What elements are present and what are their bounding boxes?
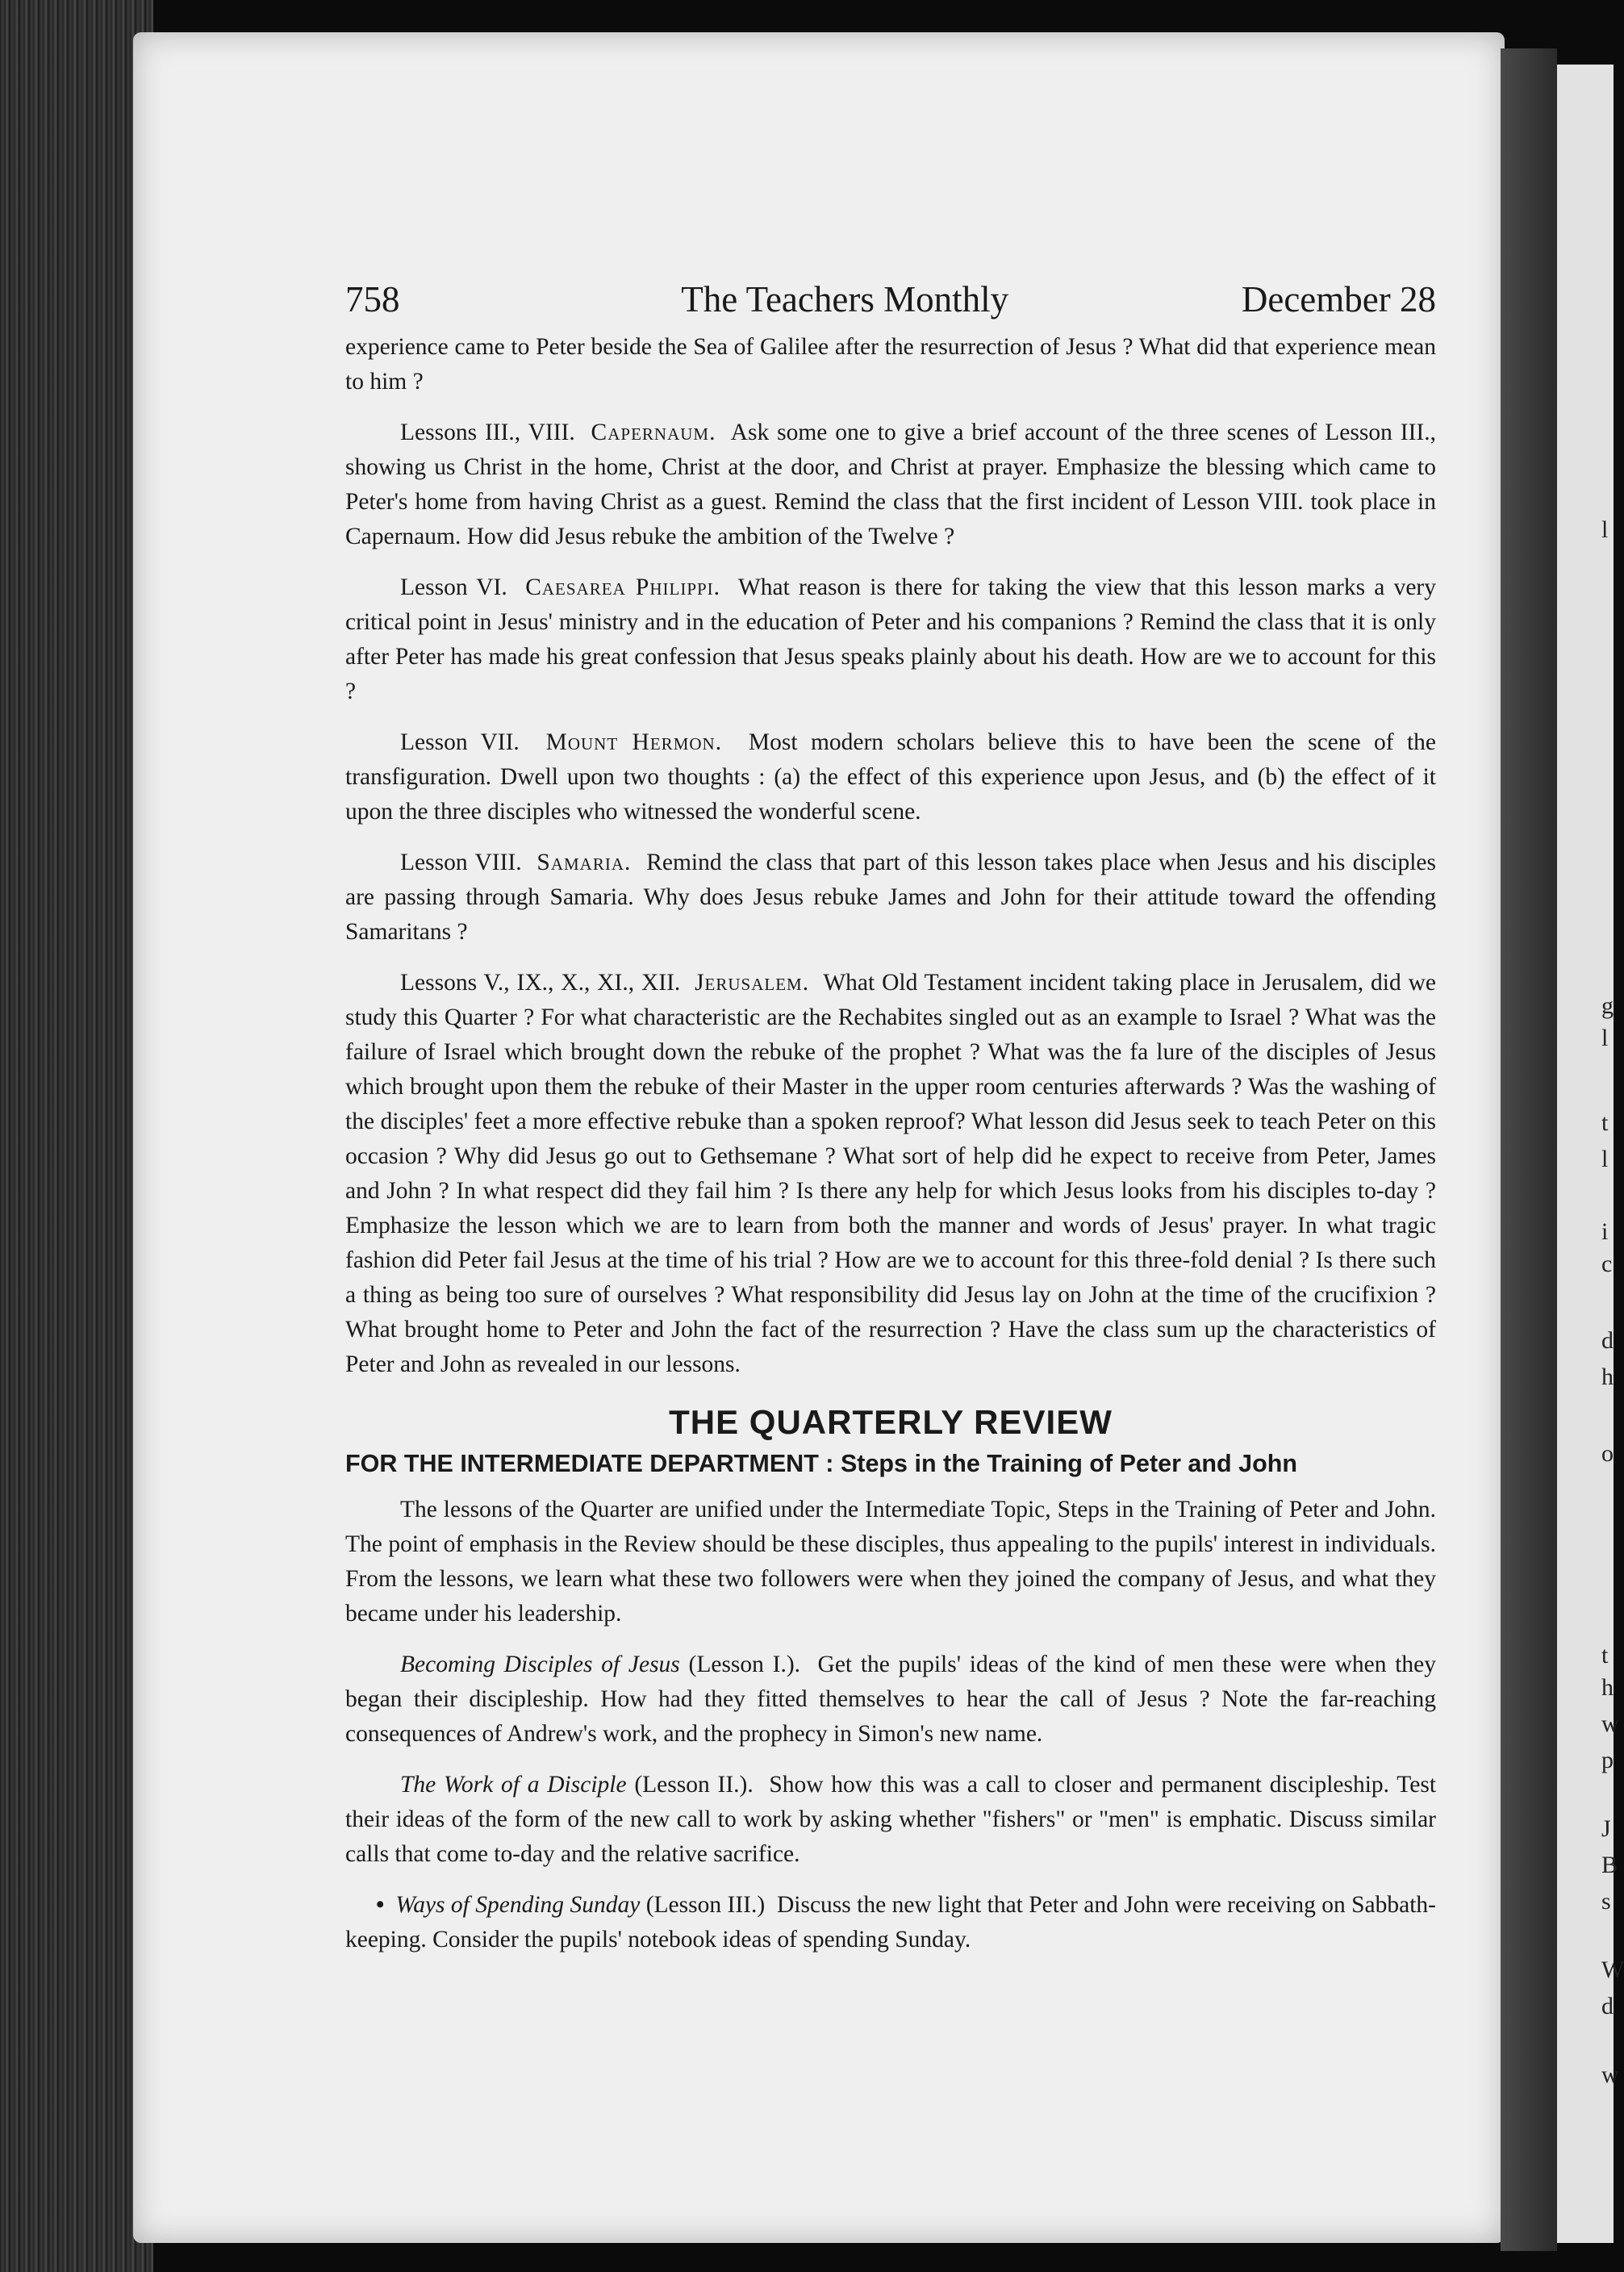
adjacent-fragment: J [1601,1815,1611,1842]
adjacent-fragment: c [1601,1251,1613,1277]
paragraph-text: Show how this was a call to closer and permanent discipleship. Test their ideas of the form of the new call to work by asking whether "fishers" or "men" is emphatic. Discuss similar calls that come to-day and the relative sacrifice. [345,1772,1437,1867]
paragraph-text: What reason is there for taking the view that this lesson marks a very critical point in Jesus' ministry and in the education of Peter and his companions ? Remind the class that it is only after Peter has made his great confession that Jesus speaks plainly about his death. How are we to account for this ? [345,574,1436,704]
bullet-mark: • [376,1892,385,1918]
lesson-reference: Lesson VIII. [400,850,522,875]
adjacent-fragment: d [1601,1327,1614,1354]
adjacent-fragment: i [1601,1218,1609,1245]
adjacent-fragment: g [1601,992,1614,1019]
journal-title: The Teachers Monthly [681,279,1009,320]
page-content [345,278,1436,1973]
paragraph-text: Remind the class that part of this lesson takes place when Jesus and his disciples are passing through Samaria. Why does Jesus rebuke James and John for their attitude toward the offending Samaritans ? [345,850,1436,945]
section-subheading [345,1450,1436,1478]
lesson-reference: Lessons III., VIII. [400,420,575,445]
adjacent-fragment: w [1601,1710,1619,1737]
paragraph-text: Most modern scholars believe this to have been the scene of the transfiguration. Dwell upon two thoughts : (a) the effect of this experience upon Jesus, and (b) the effect of it upon the three disciples who witnessed the wonderful scene. [345,729,1437,825]
lesson-title: The Work of a Disciple [400,1772,627,1798]
adjacent-fragment: B [1601,1852,1618,1878]
paragraph-caesarea [345,570,1436,709]
paragraph-hermon [345,725,1436,829]
running-header [345,278,1436,320]
book-binding-edge [0,0,153,2272]
lesson-reference: Lesson VII. [400,729,520,755]
lesson-title: Ways of Spending Sunday [395,1892,641,1918]
section-heading: THE QUARTERLY REVIEW [669,1403,1113,1441]
paragraph-text: Discuss the new light that Peter and John were receiving on Sabbath-keeping. Consider the pupils' notebook ideas of spending Sunday. [345,1892,1436,1952]
adjacent-fragment: t [1601,1642,1609,1668]
adjacent-fragment: h [1601,1364,1614,1390]
paragraph-text: What Old Testament incident taking place in Jerusalem, did we study this Quarter ? For what characteristic are the Rechabites singled out as an example to Israel ? What was the failure of Israel which brought down the rebuke of the prophet ? What was the fa lure of the disciples of Jesus which brought upon them the rebuke of their Master in the upper room centuries afterwards ? Was the washing of the disciples' feet a more effective rebuke than a spoken reproof? What lesson did Jesus seek to teach Peter on this occasion ? Why did Jesus go out to Gethsemane ? What sort of help did he expect to receive from Peter, James and John ? In what respect did they fail him ? Is there any help for which Jesus looks from his disciples to-day ? Emphasize the lesson which we are to learn from both the manner and words of Jesus' prayer. In what tragic fashion did Peter fail Jesus at the time of his trial ? How are we to account for this three-fold denial ? Is there such a thing as being too sure of ourselves ? What responsibility did Jesus lay on John at the time of the crucifixion ? What brought home to Peter and John the fact of the resurrection ? Have the class sum up the characteristics of Peter and John as revealed in our lessons. [345,970,1436,1377]
department-label: FOR THE INTERMEDIATE DEPARTMENT : [345,1450,834,1477]
paragraph-text: Ask some one to give a brief account of the three scenes of Lesson III., showing us Christ in the home, Christ at the door, and Christ at prayer. Emphasize the blessing which came to Peter's home from having Christ as a guest. Remind the class that the first incident of Lesson VIII. took place in Capernaum. How did Jesus rebuke the ambition of the Twelve ? [345,420,1436,549]
adjacent-fragment: h [1601,1674,1614,1701]
page-number: 758 [345,279,400,320]
paragraph-jerusalem [345,966,1436,1382]
issue-date: December 28 [1241,279,1436,320]
adjacent-fragment: l [1601,1025,1609,1051]
place-heading: Caesarea Philippi. [525,574,721,600]
lesson-reference: Lessons V., IX., X., XI., XII. [400,970,681,996]
page-shadow-strip [1501,48,1557,2251]
lesson-reference: Lesson VI. [400,574,507,600]
lesson-reference: (Lesson III.) [645,1892,766,1918]
adjacent-fragment: w [1601,2061,1619,2088]
paragraph-capernaum [345,416,1436,554]
adjacent-fragment: W [1601,1957,1624,1983]
paragraph-samaria [345,846,1436,950]
adjacent-fragment: l [1601,516,1609,543]
place-heading: Jerusalem. [695,970,810,996]
place-heading: Capernaum. [591,420,716,445]
adjacent-fragment: s [1601,1888,1611,1915]
adjacent-page-edge [1557,65,1624,2243]
lesson-reference: (Lesson II.). [634,1772,754,1798]
lesson-reference: (Lesson I.). [688,1652,801,1677]
adjacent-fragment: p [1601,1747,1614,1773]
adjacent-fragment: o [1601,1440,1614,1467]
review-lesson-3 [345,1888,1436,1957]
place-heading: Samaria. [536,850,632,875]
lesson-title: Becoming Disciples of Jesus [400,1652,680,1677]
adjacent-fragment: l [1601,1146,1609,1172]
paragraph-text: Get the pupils' ideas of the kind of men these were when they began their discipleship. How had they fitted themselves to hear the call of Jesus ? Note the far-reaching consequences of Andrew's work, and the prophecy in Simon's new name. [345,1652,1437,1747]
adjacent-fragment: t [1601,1109,1609,1136]
review-lesson-2 [345,1768,1436,1872]
review-lesson-1 [345,1648,1436,1752]
place-heading: Mount Hermon. [545,729,723,755]
topic-label: Steps in the Training of Peter and John [840,1450,1297,1477]
paragraph-continued: experience came to Peter beside the Sea of Galilee after the resurrection of Jesus ? What did that experience mean to him ? [345,334,1436,395]
review-intro: The lessons of the Quarter are unified under the Intermediate Topic, Steps in the Training of Peter and John. The point of emphasis in the Review should be these disciples, thus appealing to the pupils' interest in individuals. From the lessons, we learn what these two followers were when they joined the company of Jesus, and what they became under his leadership. [345,1497,1436,1627]
adjacent-fragment: d [1601,1993,1614,2019]
